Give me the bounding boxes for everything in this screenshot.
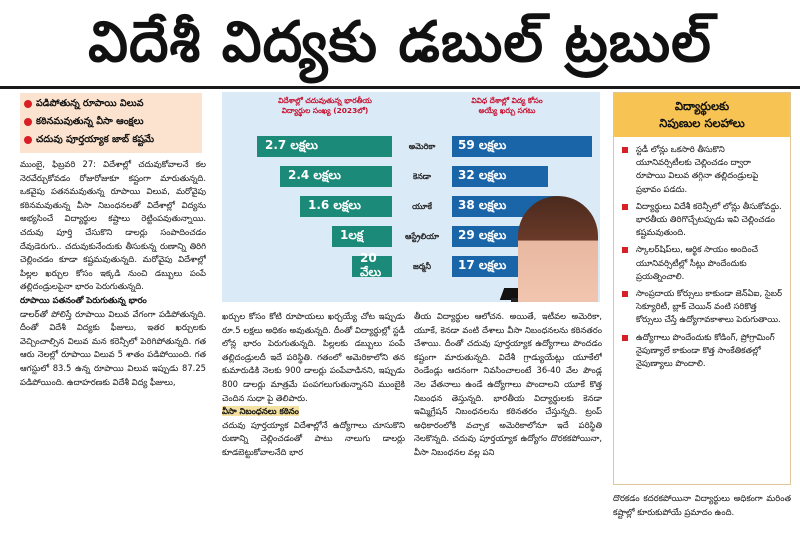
country-label: యూకే <box>412 202 432 211</box>
article-paragraph: దొరకడం కదరకపోయినా విద్యార్థులు అధికంగా మరింత కష్టాల్లో కూరుకుపోయే ప్రమాదం ఉంది. <box>613 493 791 517</box>
students-bar: 1.6 లక్షలు <box>300 196 392 217</box>
headline-divider <box>0 86 800 89</box>
headline: విదేశీ విద్యకు డబుల్ ట్రబుల్ <box>88 10 712 75</box>
cost-bar: 29 లక్షలు <box>452 226 542 247</box>
students-bar: 1లక్ష <box>332 226 392 247</box>
expert-advice-box <box>613 92 791 485</box>
article-paragraph: డాలర్‌తో పోలిస్తే రూపాయి విలువ వేగంగా పడిపోతున్నది. దీంతో విదేశీ విద్యకు ఫీజులు, ఇతర ఖర్చులకు వెచ్చించాల్సిన విలువ మన కరెన్సీలో పెరిగిపోతున్నది. గత ఆరు నెలల్లో రూపాయి విలువ 5 శాతం పడిపోయింది. గత ఆగస్టులో 83.5 ఉన్న రూపాయి విలువ ఇప్పుడు 87.25 పడిపోయింది. ఉదాహరణకు విదేశీ విద్య ఫీజులు, <box>20 308 206 387</box>
country-label: జర్మనీ <box>413 262 431 271</box>
students-bar: 20 వేలు <box>352 256 392 277</box>
article-paragraph: తీయ విద్యార్థుల ఆలోచన. అయితే, ఇటీవల అమెరికా, యూకే, కెనడా వంటి దేశాలు వీసా నిబంధనలను కఠినతరం చేశాయి. దీంతో చదువు పూర్తయ్యాక ఉద్యోగాలు పొందడం కష్టంగా మారుతున్నది. విదేశీ గ్రాడ్యుయేట్లు యూకేలో రెండేండ్లు ఆదనంగా నివసించాలంటే 36-40 వేల పౌండ్ల నెల వేతనాలు ఉండే ఉద్యోగాలు పొందాలని యూకే కొత్త నిబంధన తెస్తున్నది. భారతీయ విద్యార్థులకు కెనడా ఇమ్మిగ్రేషన్ నిబంధనలను కఠినతరం చేస్తున్నది. ట్రంప్ అధికారంలోకి వచ్చాక అమెరికాలోనూ ఇదే పరిస్థితి నెలకొన్నది. చదువు పూర్తయ్యాక ఉద్యోగం దొరకకపోయినా, వీసా నిబంధనల వల్ల పని <box>414 311 602 457</box>
bullet-square-icon <box>622 247 628 253</box>
students-bar: 2.7 లక్షలు <box>257 136 392 157</box>
country-label: అమెరికా <box>408 142 436 151</box>
article-paragraph: ఖర్చుల కోసం కోటి రూపాయలు ఖర్చయ్యే చోట ఇప్పుడు రూ.5 లక్షలు అధికం అవుతున్నది. దీంతో విద్యార్థుల్లో స్టడీ లోన్ల భారం పెరుగుతున్నది. పిల్లలకు డబ్బులు పంపే తల్లిదండ్రులదీ ఇదే పరిస్థితి. గతంలో అమెరికాలోని తన కుమారుడికి నెలకు 900 డాలర్లు పంపేవాడినని, ఇప్పుడు 800 డాలర్లు మాత్రమే పంపగలుగుతున్నానని ముంబైకి చెందిన సుధా పై తెలిపారు. <box>222 311 405 403</box>
article-column-1 <box>20 158 206 554</box>
chart-right-title: వివిధ దేశాల్లో విద్య కోసం అయ్యే ఖర్చు సగటు <box>471 96 543 115</box>
article-column-4 <box>613 492 791 554</box>
country-label: ఆస్ట్రేలియా <box>405 232 439 241</box>
article-column-2 <box>222 310 405 554</box>
bullet-dot-icon <box>24 118 32 126</box>
bullet-dot-icon <box>24 100 32 108</box>
article-column-3 <box>414 310 602 554</box>
cost-bar: 38 లక్షలు <box>452 196 558 217</box>
advice-title: విద్యార్థులకు నిపుణుల సలహాలు <box>614 93 790 137</box>
subheading: రూపాయి పతనంతో పెరుగుతున్న భారం <box>20 294 147 305</box>
comparison-infographic <box>222 92 600 302</box>
bullet-dot-icon <box>24 136 32 144</box>
summary-bullet: కఠినమవుతున్న వీసా ఆంక్షలు <box>24 113 198 131</box>
bullet-square-icon <box>622 204 628 210</box>
advice-item: విద్యార్థులు విదేశీ కరెన్సీలో లోన్లు తీసుకోవద్దు. భారతీయ తిరిగొచ్చేటప్పుడు ఇవి చెల్లించడం కష్టమవుతుంది. <box>622 200 782 240</box>
subheading: వీసా నిబంధనలు కఠినం <box>222 406 299 417</box>
cost-bar: 59 లక్షలు <box>452 136 592 157</box>
advice-item: ఉద్యోగాలు పొందేందుకు కోడింగ్, ప్రోగ్రామింగ్ నైపుణ్యాలే కాకుండా కొత్త సాంకేతికతల్లో నైపుణ్యాలు పొందాలి. <box>622 331 782 371</box>
article-paragraph: చదువు పూర్తయ్యాక విదేశాల్లోనే ఉద్యోగాలు చూసుకొని రుణాన్ని చెల్లించడంతో పాటు నాలుగు డాలర్లు కూడబెట్టుకోవాలనేది భార <box>222 419 405 457</box>
cost-bar: 32 లక్షలు <box>452 166 548 187</box>
advice-item: స్కాలర్‌షిప్‌లు, ఆర్థిక సాయం అందించే యూనివర్సిటీల్లో సీట్లు పొందేందుకు ప్రయత్నించాలి. <box>622 243 782 283</box>
advice-list <box>614 137 790 370</box>
bullet-square-icon <box>622 147 628 153</box>
summary-bullets <box>20 93 202 153</box>
student-photo <box>518 196 598 302</box>
chart-left-title: విదేశాల్లో చదువుతున్న భారతీయ విద్యార్థుల సంఖ్య (2023లో) <box>278 96 372 115</box>
students-bar: 2.4 లక్షలు <box>280 166 392 187</box>
summary-bullet: పడిపోతున్న రూపాయి విలువ <box>24 95 198 113</box>
cost-bar: 17 లక్షలు <box>452 256 536 277</box>
advice-item: సాంప్రదాయ కోర్సులు కాకుండా జెన్ఏఐ, సైబర్ సెక్యూరిటీ, బ్లాక్ చెయిన్ వంటి సరికొత్త కోర్సులు చేస్తే ఉద్యోగావకాశాలు పెరుగుతాయి. <box>622 287 782 327</box>
bullet-square-icon <box>622 335 628 341</box>
country-label: కెనడా <box>413 172 431 181</box>
summary-bullet: చదువు పూర్తయ్యాక జాబ్ కష్టమే <box>24 131 198 149</box>
article-paragraph: ముంబై, ఫిబ్రవరి 27: విదేశాల్లో చదువుకోవాలనే కల నెరవేర్చుకోవడం రోజురోజుకూ కష్టంగా మారుతున్నది. ఒకవైపు పతనమవుతున్న రూపాయి విలువ, మరోవైపు కఠినమవుతున్న వీసా నిబంధనలతో విదేశాల్లో విద్యను అభ్యసించే విద్యార్థుల కష్టాలు రెట్టింపవుతున్నాయి. చదువు పూర్తి చేసుకొని డాలర్లు సంపాదించడం దేవుడెరుగు.. చదువుకునేందుకు తీసుకున్న రుణాన్ని తిరిగి చెల్లించడం కూడా కష్టమవుతున్నది. మరోవైపు విదేశాల్లో పిల్లల ఖర్చుల కోసం ఇక్కడి నుంచి డబ్బులు పంపే తల్లిదండ్రులపైనా భారం పెరుగుతున్నది. <box>20 159 206 292</box>
advice-item: స్టడీ లోన్లు ఒకసారి తీసుకొని యూనివర్సిటీలకు చెల్లించడం ద్వారా రూపాయి విలువ తగ్గినా తల్లిదండ్రులపై ప్రభావం పడదు. <box>622 143 782 196</box>
bullet-square-icon <box>622 291 628 297</box>
